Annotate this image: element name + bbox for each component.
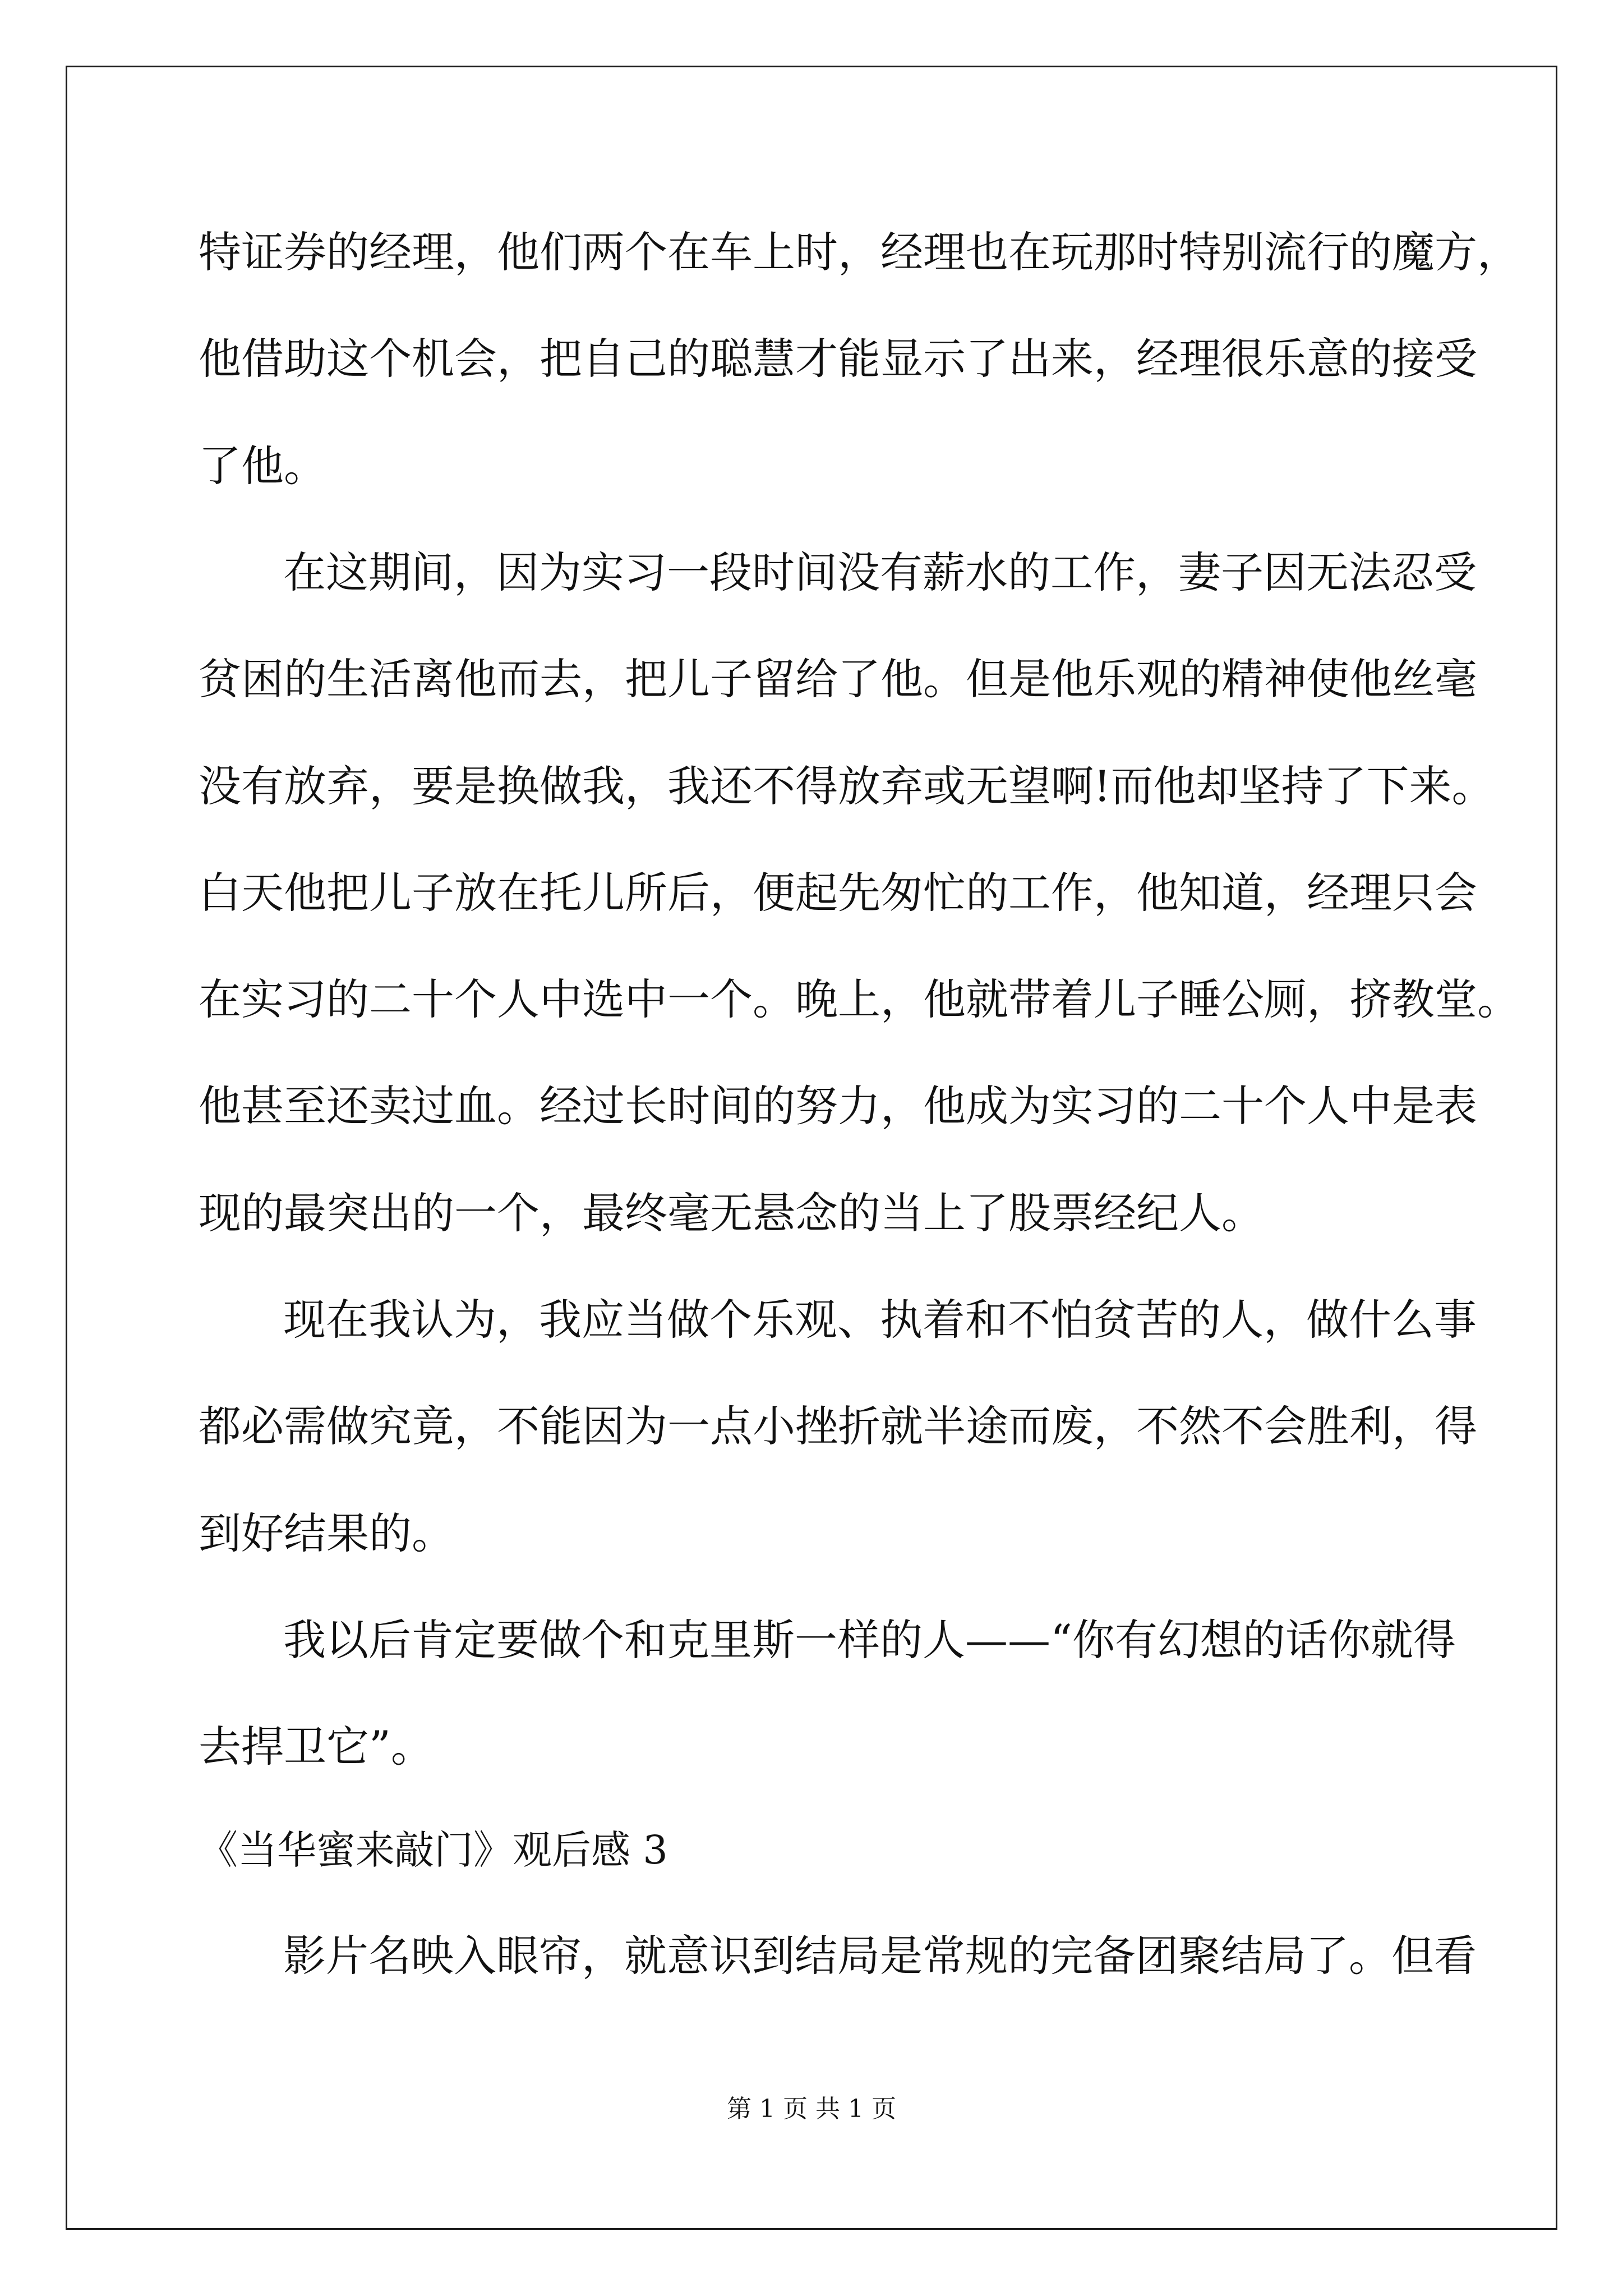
body-line: 在实习的二十个人中选中一个。晚上，他就带着儿子睡公厕，挤教堂。 — [199, 974, 1520, 1024]
page-border — [66, 66, 1557, 2230]
body-line: 了他。 — [199, 441, 326, 491]
body-line: 去捍卫它”。 — [199, 1722, 434, 1772]
body-line: 都必需做究竟，不能因为一点小挫折就半途而废，不然不会胜利，得 — [199, 1401, 1477, 1451]
body-line: 他借助这个机会，把自己的聪慧才能显示了出来，经理很乐意的接受 — [199, 334, 1477, 384]
body-line: 现在我认为，我应当做个乐观、执着和不怕贫苦的人，做什么事 — [283, 1295, 1477, 1345]
body-line: 到好结果的。 — [199, 1508, 454, 1558]
body-line: 他甚至还卖过血。经过长时间的努力，他成为实习的二十个人中是表 — [199, 1081, 1477, 1131]
body-line: 贫困的生活离他而去，把儿子留给了他。但是他乐观的精神使他丝毫 — [199, 654, 1477, 704]
body-line: 没有放弃，要是换做我，我还不得放弃或无望啊!而他却坚持了下来。 — [199, 761, 1495, 811]
body-line: 特证券的经理，他们两个在车上时，经理也在玩那时特别流行的魔方， — [199, 227, 1520, 277]
page-number-footer: 第 1 页 共 1 页 — [727, 2095, 896, 2123]
section-heading: 《当华蜜来敲门》观后感 3 — [199, 1827, 668, 1873]
body-line: 影片名映入眼帘，就意识到结局是常规的完备团聚结局了。但看 — [283, 1931, 1477, 1981]
body-line: 白天他把儿子放在托儿所后，便起先匆忙的工作，他知道，经理只会 — [199, 868, 1477, 918]
body-line: 在这期间，因为实习一段时间没有薪水的工作，妻子因无法忍受 — [283, 547, 1477, 597]
body-line: 我以后肯定要做个和克里斯一样的人——“你有幻想的话你就得 — [283, 1615, 1456, 1665]
body-line: 现的最突出的一个，最终毫无悬念的当上了股票经纪人。 — [199, 1188, 1264, 1238]
